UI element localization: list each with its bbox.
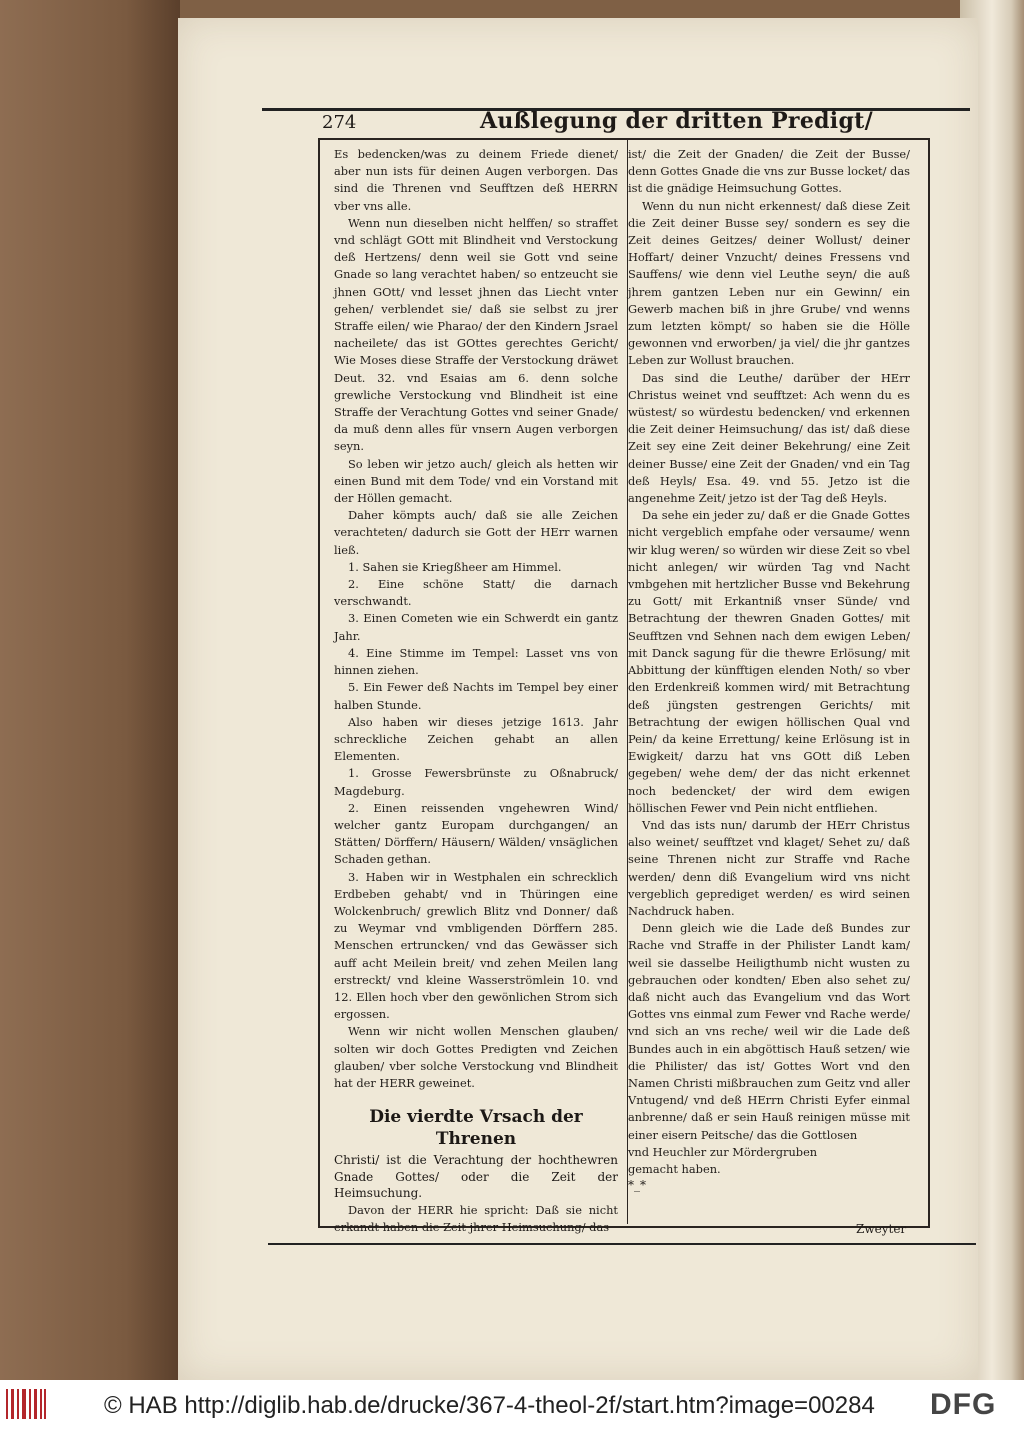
paragraph: Das sind die Leuthe/ darüber der HErr Christus weinet vnd seufftzet: Ach wenn du es wüstest/ so würdestu bedencken/ vnd erkennen die Zeit deiner Heimsuchung/ das ist/ daß diese Zeit sey eine Zeit deiner Bekehrung/ eine Zeit deiner Busse/ eine Zeit der Gnaden/ vnd ein Tag deß Heyls/ Esa. 49. vnd 55. Jetzo ist die angenehme Zeit/ jetzo ist der Tag deß Heyls. xyxy=(628,370,910,506)
running-title: Außlegung der dritten Predigt/ xyxy=(480,108,873,134)
page-number: 274 xyxy=(322,112,357,133)
closing-line: vnd Heuchler zur Mördergruben xyxy=(628,1144,818,1159)
paragraph: Da sehe ein jeder zu/ daß er die Gnade Gottes nicht vergeblich empfahe oder versaume/ wenn wir klug weren/ so würden wir diese Zeit so vbel nicht anlegen/ wir würden Tag vnd Nacht vmbgehen mit hertzlicher Busse vnd Bekehrung zu Gott/ mit Erkantniß vnser Sünde/ vnd Betrachtung der thewren Gnaden Gottes/ mit Seufftzen vnd Sehnen nach dem ewigen Leben/ mit Danck sagung für die thewre Erlösung/ mit Abbittung der künfftigen elenden Noth/ so vber den Erdenkreiß kommen wird/ mit Betrachtung deß jüngsten gestrengen Gerichts/ mit Betrachtung der ewigen höllischen Qual vnd Pein/ da keine Errettung/ keine Erlösung ist in Ewigkeit/ darzu hat vns GOtt diß Leben gegeben/ wehe dem/ der das nicht erkennet noch bedencket/ der wird dem ewigen höllischen Fewer vnd Pein nicht entfliehen. xyxy=(628,508,910,815)
dfg-logo: DFG xyxy=(930,1388,997,1421)
paragraph: Davon der HERR hie spricht: Daß sie nicht erkandt haben die Zeit jhrer Heimsuchung/ das xyxy=(334,1202,618,1234)
right-column xyxy=(628,146,910,1192)
footer-citation-link[interactable]: © HAB http://diglib.hab.de/drucke/367-4-theol-2f/start.htm?image=00284 xyxy=(104,1392,875,1419)
closing-line: gemacht haben. xyxy=(628,1161,721,1176)
paragraph: Daher kömpts auch/ daß sie alle Zeichen verachteten/ dadurch sie Gott der HErr warnen ließ. xyxy=(334,508,618,557)
list-item: 4. Eine Stimme im Tempel: Lasset vns von hinnen ziehen. xyxy=(334,645,618,678)
paragraph: Vnd das ists nun/ darumb der HErr Christus also weinet/ seufftzet vnd klaget/ Sehet zu/ daß seine Threnen nicht zur Straffe vnd Rache werden/ denn diß Evangelium wird vns nicht vergeblich geprediget werden/ es wird seinen Nachdruck haben. xyxy=(628,817,910,918)
paragraph: Denn gleich wie die Lade deß Bundes zur Rache vnd Straffe in der Philister Landt kam/ weil sie dasselbe Heiligthumb nicht wusten zu gebrauchen oder kondten/ Eben also sehet zu/ daß nicht auch das Evangelium vnd das Wort Gottes vns einmal zum Fewer vnd Rache werde/ vnd sich an vns reche/ weil wir die Lade deß Bundes auch in ein abgöttisch Hauß setzen/ wie die Philister/ das ist/ Gottes Wort vnd den Namen Christi mißbrauchen zum Geitz vnd aller Vntugend/ vnd deß HErrn Christi Eyfer einmal anbrenne/ daß er sein Hauß reinigen müsse mit einer eisern Peitsche/ das die Gottlosen xyxy=(628,921,910,1142)
left-column xyxy=(334,146,618,1236)
list-item: 5. Ein Fewer deß Nachts im Tempel bey einer halben Stunde. xyxy=(334,680,618,712)
paragraph: Also haben wir dieses jetzige 1613. Jahr schreckliche Zeichen gehabt an allen Elementen. xyxy=(334,714,618,764)
ornament: *_* xyxy=(628,1178,646,1193)
catchword: Zweyter xyxy=(856,1222,907,1236)
scan-backdrop-left xyxy=(0,0,180,1380)
section-heading: Die vierdte Vrsach der Threnen xyxy=(369,1107,583,1150)
footer-rule xyxy=(268,1243,976,1245)
paragraph: Es bedencken/was zu deinem Friede dienet/ aber nun ists für deinen Augen verborgen. Das sind die Threnen vnd Seufftzen deß HERRN vber vns alle. xyxy=(334,147,618,213)
list-item: 1. Grosse Fewersbrünste zu Oßnabruck/ Magdeburg. xyxy=(334,766,618,798)
list-item: 1. Sahen sie Kriegßheer am Himmel. xyxy=(348,559,562,574)
barcode-icon xyxy=(6,1389,46,1419)
list-item: 3. Einen Cometen wie ein Schwerdt ein gantz Jahr. xyxy=(334,611,618,643)
paragraph: So leben wir jetzo auch/ gleich als hetten wir einen Bund mit dem Tode/ vnd ein Vorstand mit der Höllen gemacht. xyxy=(334,456,618,506)
paragraph: Wenn du nun nicht erkennest/ daß diese Zeit die Zeit deiner Busse sey/ sondern es sey die Zeit deines Geitzes/ deiner Wollust/ deiner Hoffart/ deiner Vnzucht/ deines Fressens vnd Sauffens/ wie denn viel Leuthe seyn/ die auß jhrem gantzen Leben nur ein Gewinn/ ein Gewerb machen biß in jhre Grube/ vnd wenns zum letzten kömpt/ so haben sie die Hölle gewonnen vnd erworben/ ja viel/ die jhr gantzes Leben zur Wollust brauchen. xyxy=(628,198,910,368)
list-item: 2. Eine schöne Statt/ die darnach verschwandt. xyxy=(334,577,618,609)
paragraph: Wenn wir nicht wollen Menschen glauben/ solten wir doch Gottes Predigten vnd Zeichen glauben/ vber solche Verstockung vnd Blindheit hat der HERR geweinet. xyxy=(334,1024,618,1090)
paragraph: ist/ die Zeit der Gnaden/ die Zeit der Busse/ denn Gottes Gnade die vns zur Busse locket/ das ist die gnädige Heimsuchung Gottes. xyxy=(628,147,910,196)
list-item: 3. Haben wir in Westphalen ein schrecklich Erdbeben gehabt/ vnd in Thüringen eine Wolckenbruch/ grewlich Blitz vnd Donner/ daß zu Weymar vnd vmbligenden Dörffern 285. Menschen ertruncken/ vnd das Gewässer sich auff acht Meilein breit/ vnd zehen Meilen lang erstreckt/ vnd kleine Wasserströmlein 10. vnd 12. Ellen hoch vber den gewönlichen Strom sich ergossen. xyxy=(334,869,618,1022)
paragraph: Wenn nun dieselben nicht helffen/ so straffet vnd schlägt GOtt mit Blindheit vnd Verstockung deß Hertzens/ denn weil sie Gott vnd seine Gnade so lang verachtet haben/ so entzeucht sie jhnen GOtt/ vnd lesset jhnen das Liecht vnter gehen/ verblendet sie/ daß sie selbst zu jrer Straffe eilen/ wie Pharao/ der den Kindern Jsrael nacheilete/ das ist GOttes gerechtes Gericht/ Wie Moses diese Straffe der Verstockung dräwet Deut. 32. vnd Esaias am 6. denn solche grewliche Verstockung vnd Blindheit ist eine Straffe der Verachtung Gottes vnd seiner Gnade/ da muß denn alles für vnsern Augen verborgen seyn. xyxy=(334,215,618,454)
section-subheading: Christi/ ist die Verachtung der hochthewren Gnade Gottes/ oder die Zeit der Heimsuchung. xyxy=(334,1153,618,1201)
list-item: 2. Einen reissenden vngehewren Wind/ welcher gantz Europam durchgangen/ an Stätten/ Dörffern/ Häusern/ Wälden/ vnsäglichen Schaden gethan. xyxy=(334,800,618,867)
